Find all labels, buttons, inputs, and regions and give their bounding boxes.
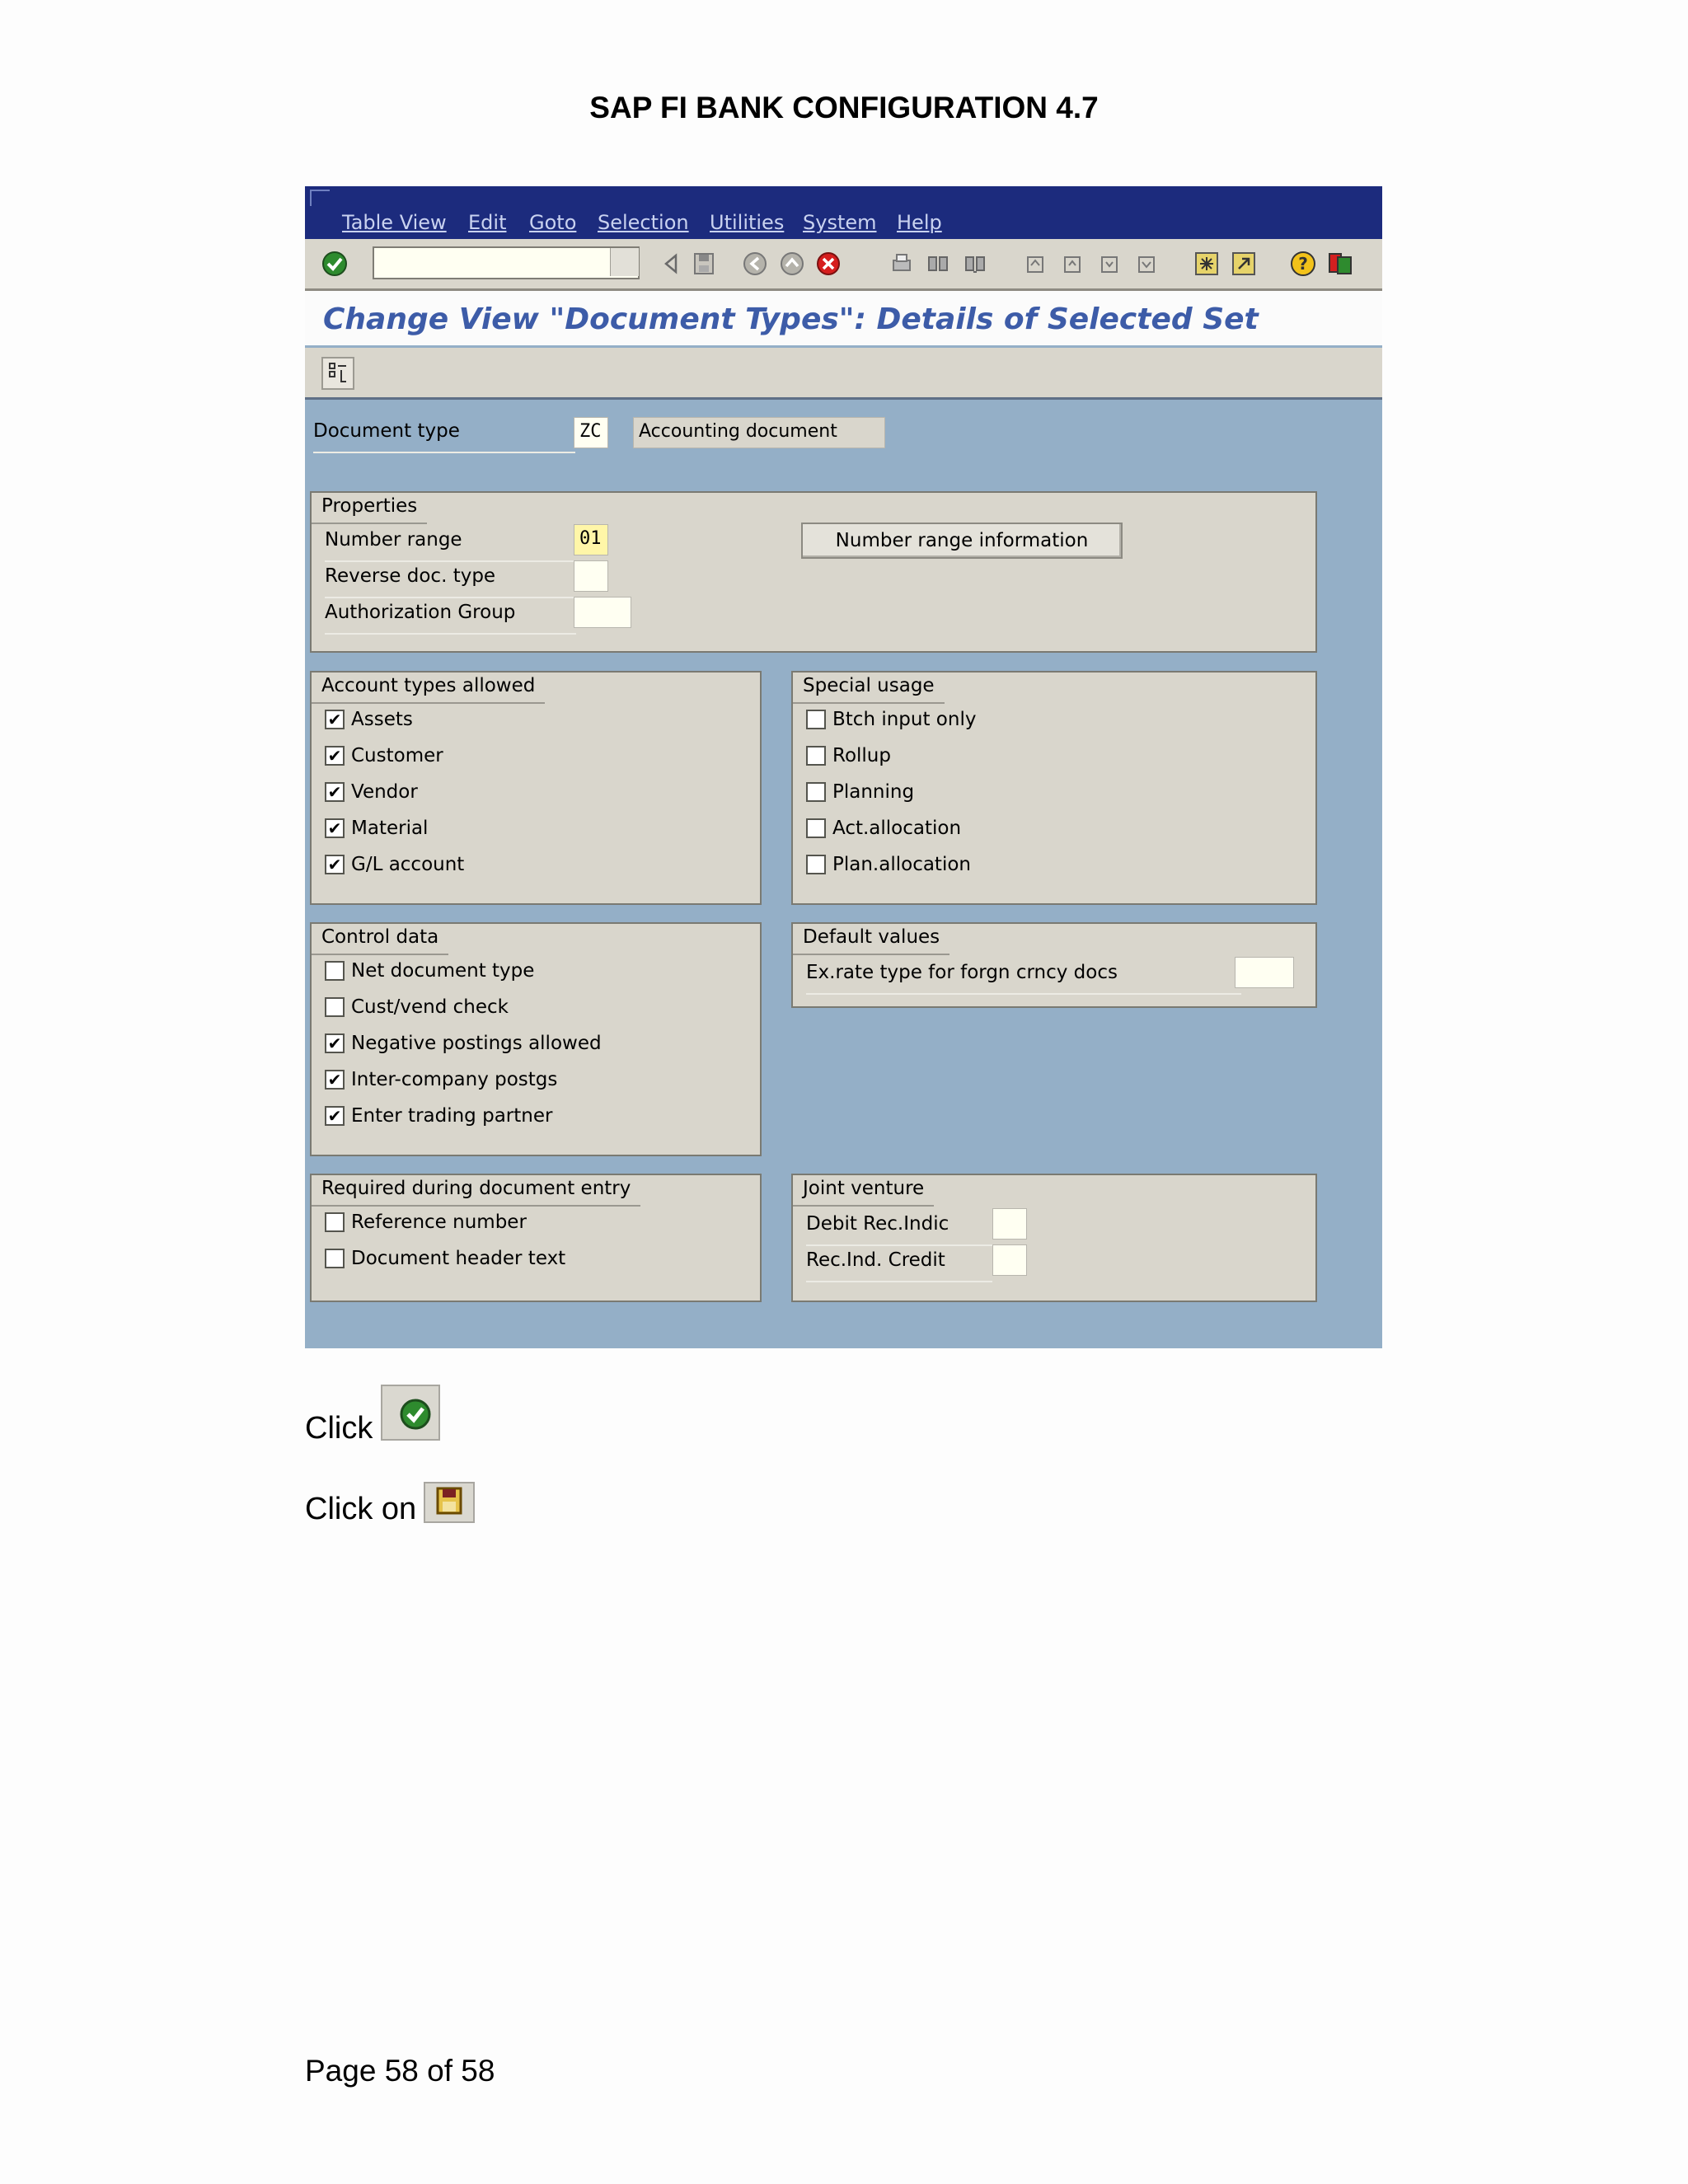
checkbox-row-material[interactable]	[325, 813, 428, 844]
reference-number-checkbox[interactable]	[325, 1212, 345, 1232]
back-icon[interactable]	[658, 251, 684, 277]
customer-label: Customer	[351, 745, 443, 766]
planning-label: Planning	[832, 781, 915, 803]
enter-icon[interactable]	[321, 251, 348, 277]
cust-vend-check-label: Cust/vend check	[351, 996, 509, 1018]
menu-bar	[305, 186, 1382, 239]
rec-ind-credit-label: Rec.Ind. Credit	[806, 1244, 992, 1282]
menu-help[interactable]: Help	[897, 211, 942, 234]
enter-icon-illustration	[381, 1385, 440, 1441]
default-values-group	[791, 922, 1317, 1008]
doc-type-field[interactable]: ZC	[574, 417, 608, 448]
first-page-icon[interactable]	[1022, 251, 1048, 277]
planning-checkbox[interactable]	[806, 782, 826, 802]
negative-postings-label: Negative postings allowed	[351, 1033, 602, 1054]
act-allocation-label: Act.allocation	[832, 818, 962, 839]
find-icon[interactable]	[925, 251, 951, 277]
checkbox-row-inter-company[interactable]	[325, 1064, 557, 1095]
special-usage-group-title: Special usage	[793, 673, 945, 704]
negative-postings-checkbox[interactable]: ✔	[325, 1033, 345, 1053]
number-range-field[interactable]: 01	[574, 524, 608, 555]
control-data-group-title: Control data	[312, 924, 448, 955]
vendor-label: Vendor	[351, 781, 418, 803]
checkbox-row-document-header-text[interactable]	[325, 1243, 565, 1274]
material-checkbox[interactable]: ✔	[325, 818, 345, 838]
reference-number-label: Reference number	[351, 1212, 527, 1233]
customer-checkbox[interactable]: ✔	[325, 746, 345, 766]
display-change-icon[interactable]	[321, 357, 354, 390]
application-toolbar	[305, 348, 1382, 400]
back-green-icon[interactable]	[742, 251, 768, 277]
layout-icon[interactable]	[1327, 251, 1353, 277]
authorization-group-field[interactable]	[574, 597, 631, 628]
command-input[interactable]	[374, 248, 600, 278]
shortcut-icon[interactable]	[1231, 251, 1257, 277]
required-entry-group-title: Required during document entry	[312, 1175, 640, 1207]
previous-page-icon[interactable]	[1059, 251, 1085, 277]
default-values-group-title: Default values	[793, 924, 950, 955]
checkbox-row-net-document-type[interactable]	[325, 955, 534, 987]
menu-goto[interactable]: Goto	[529, 211, 577, 234]
checkbox-row-plan-allocation[interactable]	[806, 849, 971, 880]
find-next-icon[interactable]	[962, 251, 988, 277]
checkbox-row-assets[interactable]	[325, 704, 413, 735]
cancel-icon[interactable]	[815, 251, 842, 277]
instruction-click-save: Click on	[305, 1492, 417, 1526]
required-entry-group	[310, 1174, 762, 1302]
number-range-label: Number range	[325, 524, 576, 562]
account-types-group-title: Account types allowed	[312, 673, 545, 704]
checkbox-row-customer[interactable]	[325, 740, 443, 771]
special-usage-group	[791, 671, 1317, 905]
inter-company-label: Inter-company postgs	[351, 1069, 558, 1090]
checkbox-row-reference-number[interactable]	[325, 1207, 527, 1238]
checkbox-row-gl-account[interactable]	[325, 849, 464, 880]
trading-partner-label: Enter trading partner	[351, 1105, 553, 1127]
exrate-type-field[interactable]	[1235, 957, 1294, 988]
checkbox-row-negative-postings[interactable]	[325, 1028, 602, 1059]
trading-partner-checkbox[interactable]: ✔	[325, 1106, 345, 1126]
inter-company-checkbox[interactable]: ✔	[325, 1070, 345, 1090]
system-menu-icon[interactable]	[310, 190, 330, 206]
vendor-checkbox[interactable]: ✔	[325, 782, 345, 802]
document-header-text-label: Document header text	[351, 1248, 566, 1269]
gl-account-label: G/L account	[351, 854, 465, 875]
last-page-icon[interactable]	[1133, 251, 1160, 277]
save-icon-illustration	[424, 1482, 475, 1523]
help-icon[interactable]	[1290, 251, 1316, 277]
save-icon[interactable]	[691, 251, 717, 277]
rollup-checkbox[interactable]	[806, 746, 826, 766]
doc-type-label: Document type	[313, 417, 575, 453]
document-title: SAP FI BANK CONFIGURATION 4.7	[589, 91, 1099, 124]
command-field[interactable]	[373, 246, 640, 279]
reverse-doc-type-field[interactable]	[574, 560, 608, 592]
number-range-information-button[interactable]: Number range information	[801, 523, 1123, 559]
checkbox-row-vendor[interactable]	[325, 776, 418, 808]
joint-venture-group-title: Joint venture	[793, 1175, 934, 1207]
debit-rec-indic-label: Debit Rec.Indic	[806, 1208, 992, 1246]
document-header-text-checkbox[interactable]	[325, 1249, 345, 1268]
plan-allocation-label: Plan.allocation	[832, 854, 971, 875]
debit-rec-indic-field[interactable]	[992, 1208, 1027, 1240]
next-page-icon[interactable]	[1096, 251, 1123, 277]
menu-utilities[interactable]: Utilities	[710, 211, 785, 234]
net-document-type-label: Net document type	[351, 960, 535, 982]
menu-system[interactable]: System	[803, 211, 877, 234]
instruction-click-enter: Click	[305, 1411, 373, 1446]
assets-label: Assets	[351, 709, 413, 730]
exit-icon[interactable]	[779, 251, 805, 277]
properties-group	[310, 491, 1317, 653]
checkbox-row-planning[interactable]	[806, 776, 914, 808]
exrate-type-label: Ex.rate type for forgn crncy docs	[806, 957, 1241, 995]
print-icon[interactable]	[889, 251, 915, 277]
command-dropdown-icon[interactable]	[610, 248, 639, 276]
create-session-icon[interactable]	[1193, 251, 1220, 277]
rollup-label: Rollup	[832, 745, 891, 766]
screen-title-bar	[305, 291, 1382, 345]
plan-allocation-checkbox[interactable]	[806, 855, 826, 874]
checkbox-row-rollup[interactable]	[806, 740, 891, 771]
menu-table-view[interactable]: Table View	[342, 211, 447, 234]
checkbox-row-cust-vend-check[interactable]	[325, 991, 509, 1023]
account-types-group	[310, 671, 762, 905]
net-document-type-checkbox[interactable]	[325, 961, 345, 981]
standard-toolbar	[305, 239, 1382, 291]
assets-checkbox[interactable]: ✔	[325, 710, 345, 729]
svg-text:?: ?	[1298, 254, 1308, 274]
properties-group-title: Properties	[312, 493, 427, 524]
screen-title: Change View "Document Types": Details of Selected Set	[323, 302, 1259, 336]
page-footer: Page 58 of 58	[305, 2054, 495, 2088]
sap-window	[305, 186, 1382, 1348]
checkbox-row-trading-partner[interactable]	[325, 1100, 552, 1132]
rec-ind-credit-field[interactable]	[992, 1244, 1027, 1276]
joint-venture-group	[791, 1174, 1317, 1302]
gl-account-checkbox[interactable]: ✔	[325, 855, 345, 874]
checkbox-row-btch-input[interactable]	[806, 704, 976, 735]
control-data-group	[310, 922, 762, 1156]
cust-vend-check-checkbox[interactable]	[325, 997, 345, 1017]
material-label: Material	[351, 818, 429, 839]
authorization-group-label: Authorization Group	[325, 597, 576, 635]
doc-type-description: Accounting document	[633, 417, 885, 448]
btch-input-checkbox[interactable]	[806, 710, 826, 729]
checkbox-row-act-allocation[interactable]	[806, 813, 961, 844]
reverse-doc-type-label: Reverse doc. type	[325, 560, 576, 598]
btch-input-label: Btch input only	[832, 709, 977, 730]
act-allocation-checkbox[interactable]	[806, 818, 826, 838]
menu-selection[interactable]: Selection	[598, 211, 689, 234]
menu-edit[interactable]: Edit	[468, 211, 507, 234]
